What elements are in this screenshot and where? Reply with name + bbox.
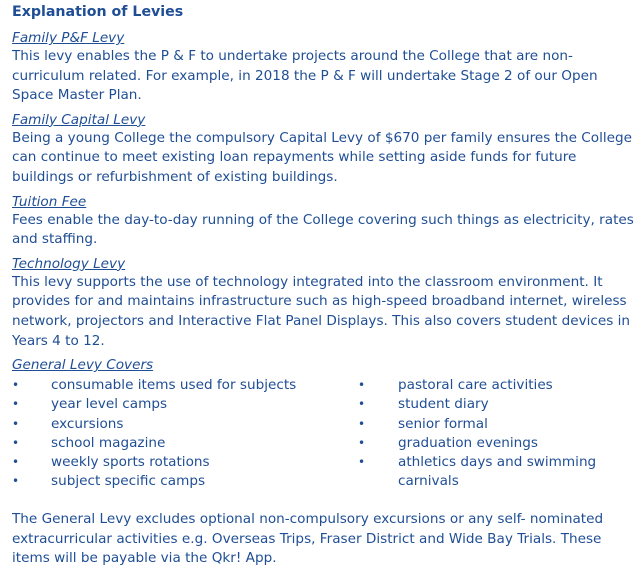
general-levy-heading: General Levy Covers [12,357,154,374]
list-item-text: weekly sports rotations [51,453,210,470]
list-item-text: pastoral care activities [398,377,553,394]
list-item-text: athletics days and swimming carnivals [398,453,597,490]
bullet-icon: • [358,397,366,412]
section-heading: Tuition Fee [12,193,87,210]
list-item [12,434,352,453]
list-item-text: subject specific camps [51,473,206,490]
list-item [358,453,628,491]
list-item-text: excursions [51,415,124,432]
section-body: This levy enables the P & F to undertake projects around the College that are non-curriculum related. For example, in 2018 the P & F will undertake Stage 2 of our Open Space Master Plan. [12,48,598,104]
list-item [358,415,628,434]
section-family-capital-levy [12,111,636,188]
list-item [12,395,352,414]
section-family-pf-levy [12,29,636,106]
bullet-icon: • [358,435,366,450]
bullet-icon: • [12,397,20,412]
list-item [12,453,352,472]
list-item-text: year level camps [51,396,168,413]
bullet-icon: • [12,378,20,393]
list-item-text: school magazine [51,434,166,451]
bullet-icon: • [12,454,20,469]
section-heading: Family Capital Levy [12,111,146,128]
levies-document [12,3,636,569]
list-item [12,472,352,491]
bullet-icon: • [12,474,20,489]
section-body: Being a young College the compulsory Capital Levy of $670 per family ensures the College can continue to meet existing loan repayments while setting aside funds for future buildings or refurbishment of existing buildings. [12,129,632,185]
list-item-text: consumable items used for subjects [51,377,297,394]
list-item-text: student diary [398,396,489,413]
bullet-icon: • [12,435,20,450]
bullet-icon: • [12,416,20,431]
general-levy-list [12,374,636,506]
document-title: Explanation of Levies [12,4,184,20]
general-levy-exclusions-note: The General Levy excludes optional non-compulsory excursions or any self- nominated extracurricular activities e.g. Overseas Trips, Fraser District and Wide Bay Trials. These items will be payable via the Qkr! App. [12,511,604,567]
list-item [358,395,628,414]
list-item [12,415,352,434]
list-item [358,376,628,395]
general-levy-list-right [358,376,628,491]
section-technology-levy [12,255,636,351]
section-body: This levy supports the use of technology integrated into the classroom environment. It provides for and maintains infrastructure such as high-speed broadband internet, wireless network, projectors and Interactive Flat Panel Displays. This also covers student devices in Years 4 to 12. [12,273,631,349]
section-heading: Technology Levy [12,255,126,272]
bullet-icon: • [358,416,366,431]
section-heading: Family P&F Levy [12,30,125,46]
list-item [12,376,352,395]
list-item-text: senior formal [398,415,488,432]
section-tuition-fee [12,193,636,250]
list-item [358,434,628,453]
bullet-icon: • [358,454,366,469]
bullet-icon: • [358,378,366,393]
section-body: Fees enable the day-to-day running of the College covering such things as electricity, rates and staffing. [12,211,634,248]
list-item-text: graduation evenings [398,434,538,451]
general-levy-list-left [12,376,352,491]
